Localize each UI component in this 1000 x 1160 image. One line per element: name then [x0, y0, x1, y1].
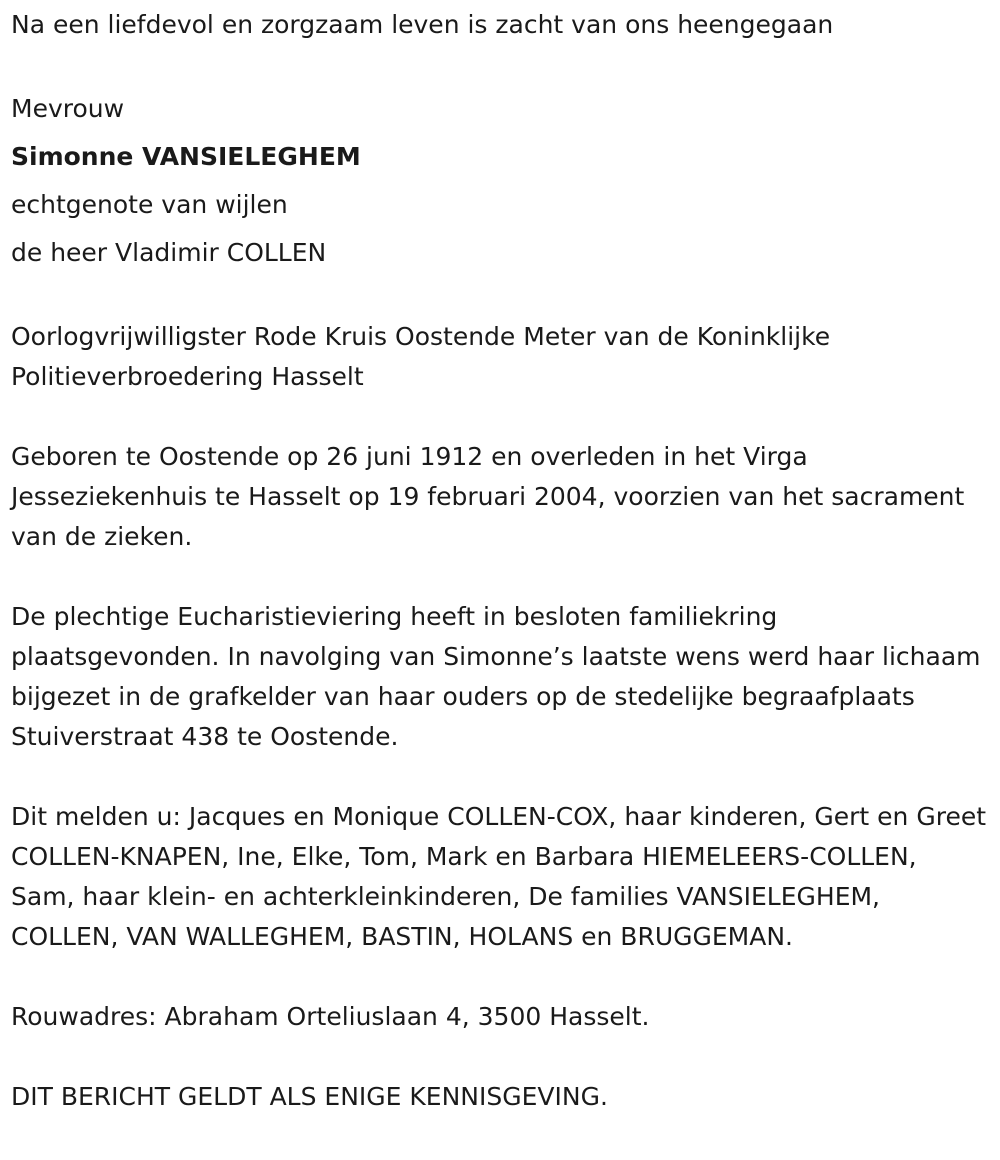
relation-line: echtgenote van wijlen — [11, 190, 288, 219]
ceremony-paragraph: De plechtige Eucharistieviering heeft in besloten familiekring plaatsgevonden. In navolging van Simonne’s laatste wens werd haar lichaam bijgezet in de grafkelder van haar ouders op de stedelijke begraafplaats Stuiverstraat 438 te Oostende. — [11, 602, 981, 751]
honors-paragraph: Oorlogvrijwilligster Rode Kruis Oostende Meter van de Koninklijke Politieverbroedering Hasselt — [11, 322, 831, 391]
intro-line: Na een liefdevol en zorgzaam leven is zacht van ons heengegaan — [11, 10, 834, 39]
spouse-line: de heer Vladimir COLLEN — [11, 238, 327, 267]
salutation: Mevrouw — [11, 94, 125, 123]
deceased-name-text: Simonne VANSIELEGHEM — [11, 142, 361, 171]
closing-line: DIT BERICHT GELDT ALS ENIGE KENNISGEVING. — [11, 1082, 608, 1111]
address-line: Rouwadres: Abraham Orteliuslaan 4, 3500 Hasselt. — [11, 1002, 650, 1031]
deceased-name — [11, 133, 986, 181]
death-notice — [11, 5, 986, 1117]
birth-death-paragraph: Geboren te Oostende op 26 juni 1912 en overleden in het Virga Jesseziekenhuis te Hasselt op 19 februari 2004, voorzien van het sacrament van de zieken. — [11, 442, 965, 551]
announcers-paragraph: Dit melden u: Jacques en Monique COLLEN-COX, haar kinderen, Gert en Greet COLLEN-KNAPEN, Ine, Elke, Tom, Mark en Barbara HIEMELEERS-COLLEN, Sam, haar klein- en achterkleinkinderen, De families VANSIELEGHEM, COLLEN, VAN WALLEGHEM, BASTIN, HOLANS en BRUGGEMAN. — [11, 802, 987, 951]
